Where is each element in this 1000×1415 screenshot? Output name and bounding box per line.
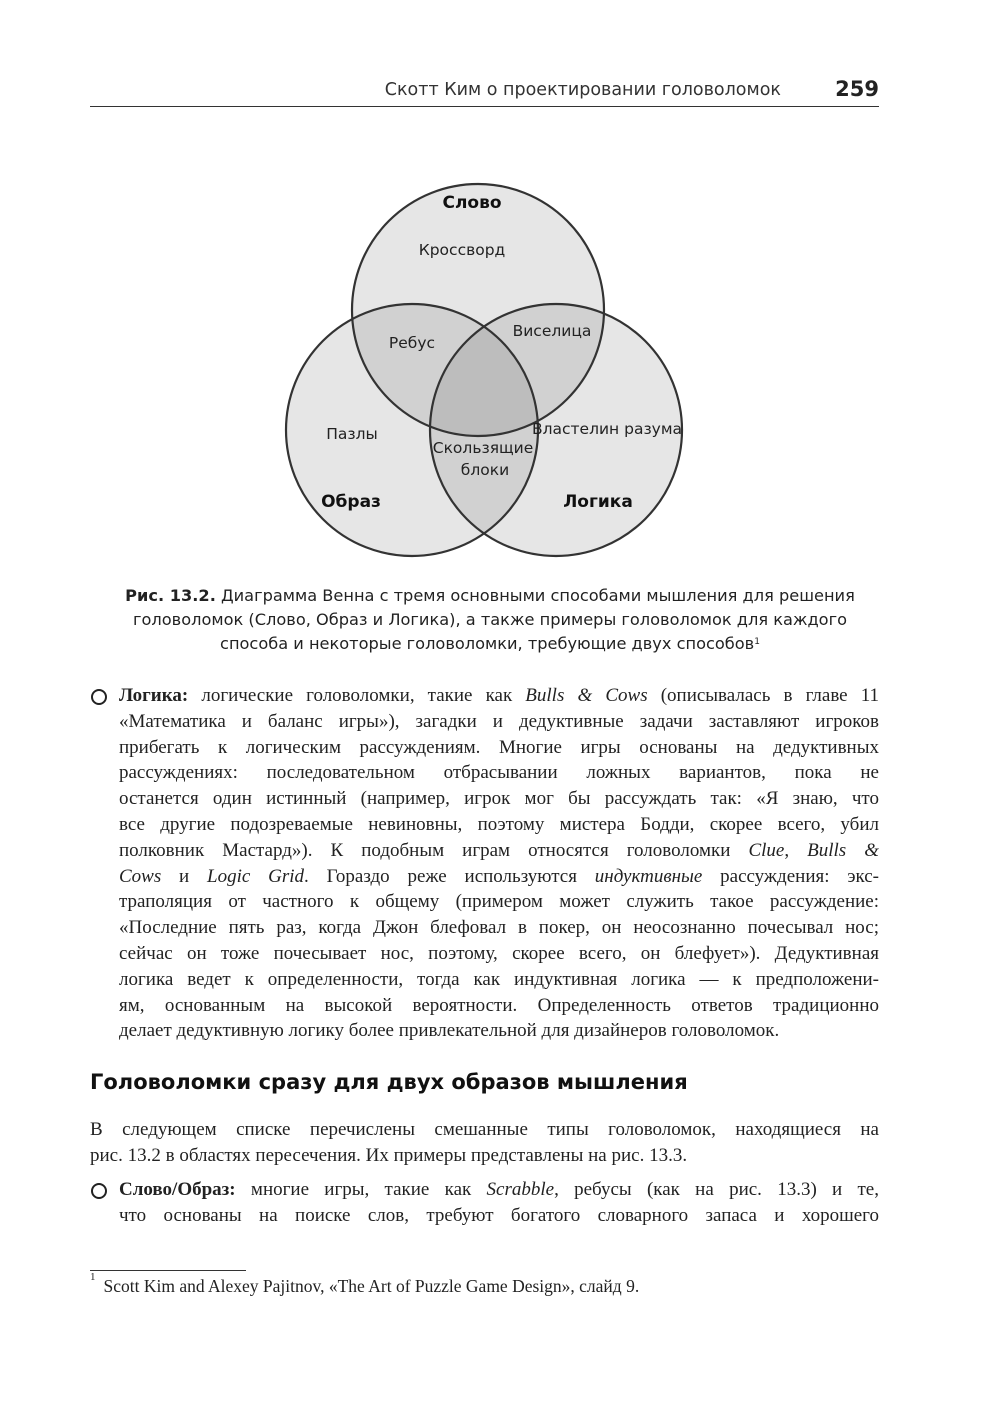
bullet-icon xyxy=(91,1183,107,1199)
circle-image-title: Образ xyxy=(321,492,381,512)
page-header xyxy=(90,76,879,107)
caption-line-2: головоломок (Слово, Образ и Логика), а также примеры головоломок для каждого xyxy=(133,610,847,629)
caption-label: Рис. 13.2. xyxy=(125,586,216,605)
region-image-logic-line1: Скользящие xyxy=(432,439,534,457)
logic-item: Логика: логические головоломки, такие как Bulls & Cows (описывалась в главе 11 «Математика и баланс игры»), загадки и дедуктивные задачи заставляют игроков прибегать к логическим рассуждениям. Многие игры основаны на дедуктивных рассуждениях: последовательном отбрасывании ложных вариантов, пока не останется один истинный (например, игрок мог бы рассуждать так: «Я знаю, что все другие подозреваемые невиновны, поэтому мистера Бодди, скорее всего, убил полковник Мастард»). К подобным играм относятся головоломки Clue, Bulls & Cows и Logic Grid. Гораздо реже используются индуктивные рассуждения: экс- траполяция от частного к общему (примером может служить такое рассуждение: «Последние пять раз, когда Джон блефовал в покер, он неосознанно почесывал нос; сейчас он тоже почесывает нос, поэтому, скорее всего, он блефует»). Дедуктивная логика ведет к определенности, тогда как индуктивная логика — к предположени- ям, основанным на высокой вероятности. Определенность ответов традиционно делает дедуктивную логику более привлекательной для дизайнеров головоломок. xyxy=(119,685,880,1042)
footnote xyxy=(90,1271,640,1297)
section-intro: В следующем списке перечислены смешанные типы головоломок, находящиеся на рис. 13.2 в областях пересечения. Их примеры представлены на рис. 13.3. xyxy=(90,1119,879,1166)
page-number: 259 xyxy=(835,77,879,101)
caption-line-3: способа и некоторые головоломки, требующие двух способов$^1$ xyxy=(220,634,760,653)
word-image-term: Слово/Образ: xyxy=(119,1179,236,1200)
region-word-image: Ребус xyxy=(388,334,436,352)
footnote-number: 1 xyxy=(90,1271,96,1284)
circle-word-title: Слово xyxy=(442,193,502,213)
bullet-icon xyxy=(91,689,107,705)
venn-diagram xyxy=(270,180,690,565)
region-logic-only: Властелин разума xyxy=(531,420,683,438)
logic-term: Логика: xyxy=(119,685,189,706)
footnote-text: Scott Kim and Alexey Pajitnov, «The Art of Puzzle Game Design», слайд 9. xyxy=(103,1276,640,1296)
running-title: Скотт Ким о проектировании головоломок xyxy=(384,80,781,100)
caption-footnote-ref: 1 xyxy=(754,637,760,647)
region-image-only: Пазлы xyxy=(326,425,378,443)
circle-logic-title: Логика xyxy=(563,492,633,512)
region-word-logic: Виселица xyxy=(512,322,592,340)
section-heading: Головоломки сразу для двух образов мышления xyxy=(90,1070,688,1094)
caption-line-1: Рис. 13.2. Диаграмма Венна с тремя основными способами мышления для решения xyxy=(125,586,855,605)
figure-caption xyxy=(100,584,880,656)
region-image-logic-line2: блоки xyxy=(460,461,510,479)
region-word-only: Кроссворд xyxy=(418,241,506,259)
word-image-item: Слово/Образ: многие игры, такие как Scrabble, ребусы (как на рис. 13.3) и те, что основаны на поиске слов, требуют богатого словарного запаса и хорошего xyxy=(119,1179,879,1226)
footnote-rule xyxy=(90,1270,246,1271)
